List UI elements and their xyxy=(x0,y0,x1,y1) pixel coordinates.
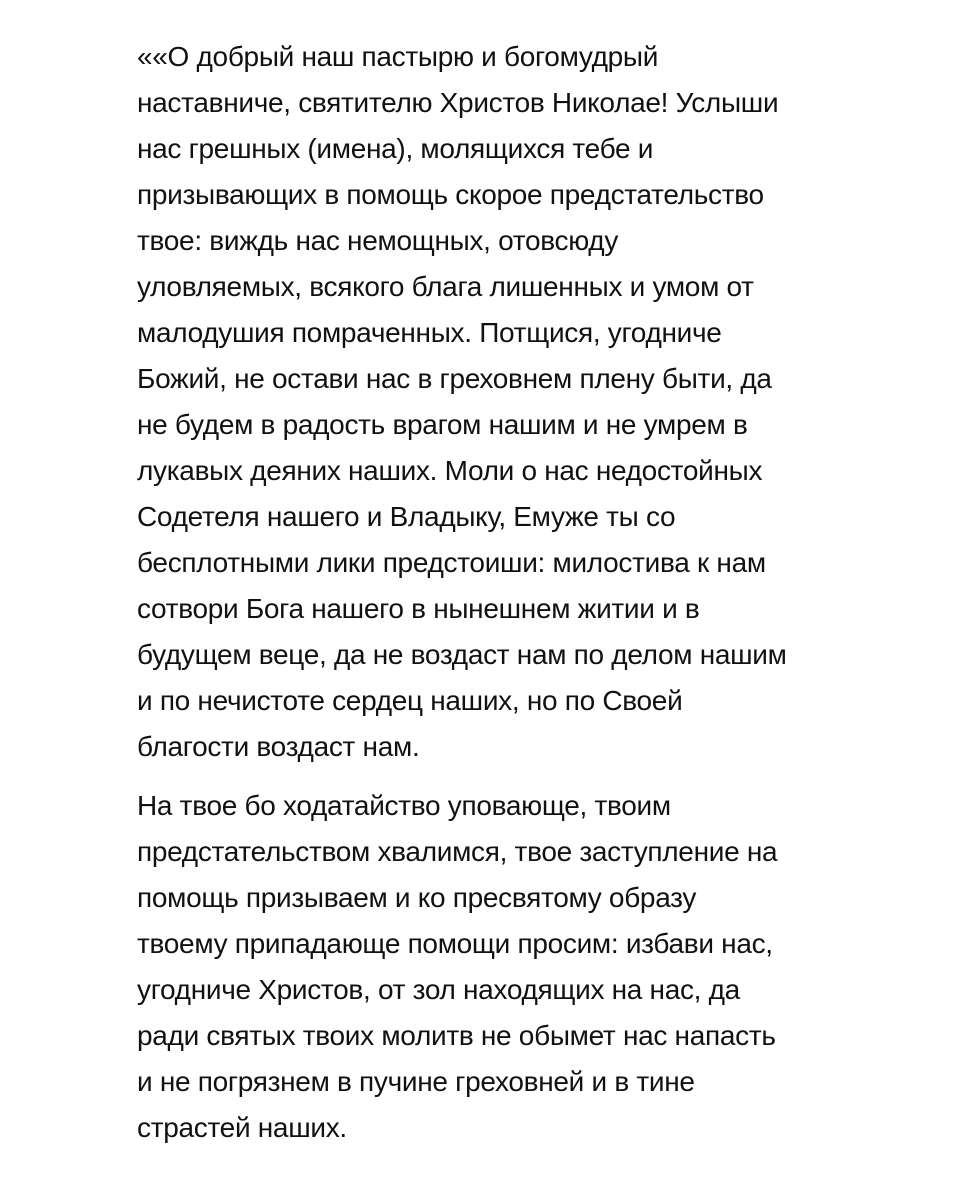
text-line: Божий, не остави нас в греховнем плену быти, да xyxy=(137,363,772,394)
text-line: малодушия помраченных. Потщися, угодниче xyxy=(137,317,722,348)
text-line: ««О добрый наш пастырю и богомудрый xyxy=(137,41,659,72)
text-line: угодниче Христов, от зол находящих на нас, да xyxy=(137,974,740,1005)
text-line: будущем веце, да не воздаст нам по делом нашим xyxy=(137,639,787,670)
text-line: лукавых деяних наших. Моли о нас недостойных xyxy=(137,455,763,486)
text-line: сотвори Бога нашего в нынешнем житии и в xyxy=(137,593,700,624)
text-line: и не погрязнем в пучине греховней и в тине xyxy=(137,1066,695,1097)
text-line: предстательством хвалимся, твое заступление на xyxy=(137,836,778,867)
text-line: помощь призываем и ко пресвятому образу xyxy=(137,882,697,913)
text-line: страстей наших. xyxy=(137,1112,347,1143)
text-line: нас грешных (имена), молящихся тебе и xyxy=(137,133,654,164)
text-line: не будем в радость врагом нашим и не умрем в xyxy=(137,409,748,440)
text-line: уловляемых, всякого блага лишенных и умом от xyxy=(137,271,754,302)
text-line: На твое бо ходатайство уповающе, твоим xyxy=(137,790,671,821)
prayer-text xyxy=(137,34,917,1151)
text-line: ради святых твоих молитв не обымет нас напасть xyxy=(137,1020,776,1051)
text-line: бесплотными лики предстоиши: милостива к нам xyxy=(137,547,766,578)
text-line: благости воздаст нам. xyxy=(137,731,420,762)
paragraph-2 xyxy=(137,783,917,1151)
paragraph-1 xyxy=(137,34,917,770)
text-line: наставниче, святителю Христов Николае! Услыши xyxy=(137,87,779,118)
text-line: призывающих в помощь скорое предстательство xyxy=(137,179,764,210)
text-line: Содетеля нашего и Владыку, Емуже ты со xyxy=(137,501,676,532)
text-line: твое: виждь нас немощных, отовсюду xyxy=(137,225,619,256)
text-line: и по нечистоте сердец наших, но по Своей xyxy=(137,685,683,716)
text-line: твоему припадающе помощи просим: избави нас, xyxy=(137,928,773,959)
